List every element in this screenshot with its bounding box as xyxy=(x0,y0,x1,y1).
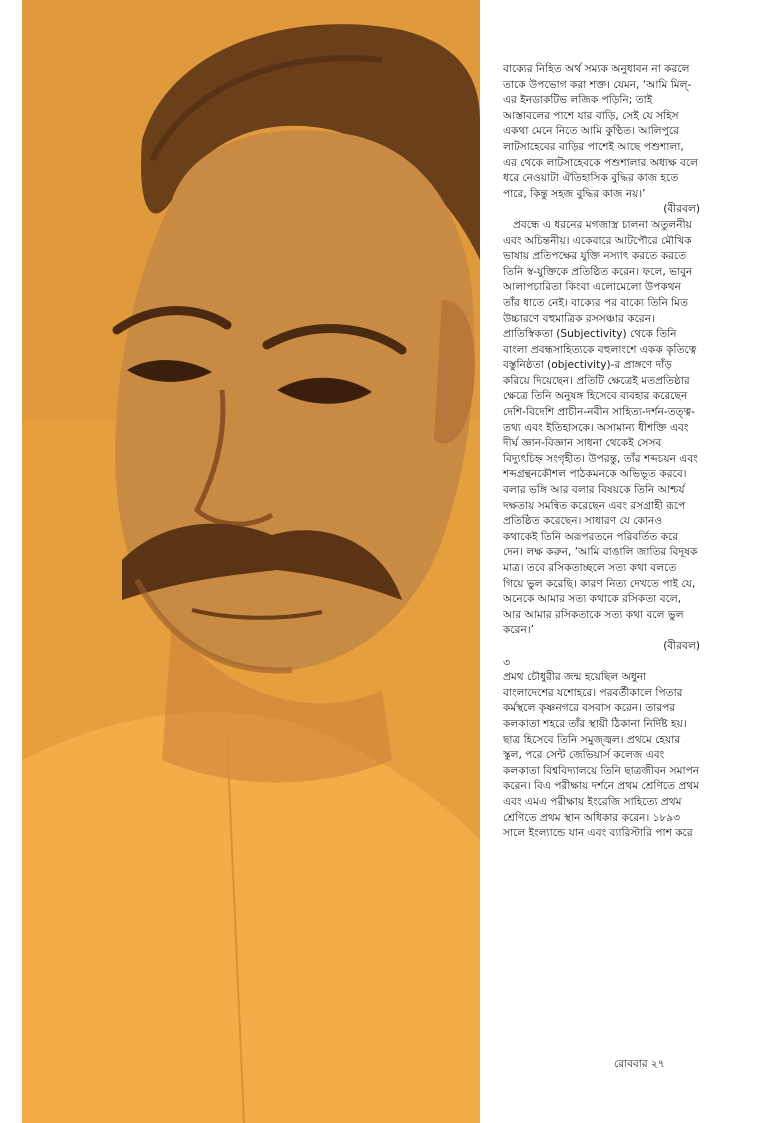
section-number: ৩ xyxy=(503,655,511,669)
portrait-photo xyxy=(22,0,480,1123)
citation: (বীরবল) xyxy=(663,203,700,216)
portrait-illustration xyxy=(22,0,480,1123)
article-paragraph: প্রমথ চৌধুরীর জন্ম হয়েছিল অধুনা বাংলাদেশের যশোহরে। পরবর্তীকালে পিতার কর্মস্থলে কৃষ্ণনগরে বসবাস করেন। তারপর কলকাতা শহরে তাঁর স্থায়ী ঠিকানা নির্দিষ্ট হয়। ছাত্র হিসেবে তিনি সমুজ্জ্বল। প্রথমে হেয়ার স্কুল, পরে সেন্ট জেভিয়ার্স কলেজ এবং কলকাতা বিশ্ববিদ্যালয়ে তিনি ছাত্রজীবন সমাপন করেন। বিএ পরীক্ষায় দর্শনে প্রথম শ্রেণিতে প্রথম এবং এমএ পরীক্ষায় ইংরেজি সাহিত্যে প্রথম শ্রেণিতে প্রথম স্থান অধিকার করেন। ১৮৯৩ সালে ইংল্যান্ডে যান এবং ব্যারিস্টারি পাশ করে xyxy=(503,671,700,840)
page-footer: রোববার ২৭ xyxy=(614,1058,665,1070)
article-paragraph: বাক্যের নিহিত অর্থ সম্যক অনুধাবন না করলে তাকে উপভোগ করা শক্ত। যেমন, ‘আমি মিল্‌-এর ইনডাকটিভ লজিক পড়িনি; তাই আস্তাবলের পাশে যার বাড়ি, সেই যে সহিস একথা মেনে নিতে আমি কুণ্ঠিত। আলিপুরে লাটসাহেবের বাড়ির পাশেই আছে পশুশালা, এর থেকে লাটসাহেবকে পশুশালার অধ্যক্ষ বলে ধরে নেওয়াটা ঐতিহাসিক বুদ্ধির কাজ হতে পারে, কিন্তু সহজ বুদ্ধির কাজ নয়।’ xyxy=(503,63,699,200)
article-text-column xyxy=(503,62,700,842)
citation: (বীরবল) xyxy=(663,639,700,652)
article-paragraph: প্রবন্ধে এ ধরনের মগজাস্ত্র চালনা অতুলনীয় এবং অচিন্তনীয়। একেবারে আটপৌরে মৌখিক ভাষায় প্রতিপক্ষের যুক্তি নস্যাৎ করতে করতে তিনি স্ব-যুক্তিকে প্রতিষ্ঠিত করেন। ফলে, ভাবুন আলাপচারিতা কিংবা এলোমেলো উপকথন তাঁর ধাতে নেই। বাক্যের পর বাক্যে তিনি মিত উচ্চারণে বহুমাত্রিক রসসঞ্চার করেন। প্রাতিস্বিকতা (Subjectivity) থেকে তিনি বাংলা প্রবন্ধসাহিত্যকে বহুলাংশে একক কৃতিত্বে বস্তুনিষ্ঠতা (objectivity)-র প্রাঙ্গণে দাঁড় করিয়ে দিয়েছেন। প্রতিটি ক্ষেত্রেই মতপ্রতিষ্ঠার ক্ষেত্রে তিনি অনুষঙ্গ হিসেবে ব্যবহার করেছেন দেশি-বিদেশি প্রাচীন-নবীন সাহিত্য-দর্শন-তত্ত্ব-তথ্য এবং ইতিহাসকে। অসামান্য ধীশক্তি এবং দীর্ঘ জ্ঞান-বিজ্ঞান সাধনা থেকেই সেসব বিদ্যুৎচিহ্ন সংগৃহীত। উপরন্তু, তাঁর শব্দচয়ন এবং শব্দগ্রন্থনকৌশল পাঠকমনকে অভিভূত করবে। বলার ভঙ্গি আর বলার বিষয়কে তিনি আশ্চর্য দক্ষতায় সমন্বিত করেছেন এবং রসগ্রাহী রূপে প্রতিষ্ঠিত করেছেন। সাধারণ যে কোনও কথাকেই তিনি অরূপরতনে পরিবর্তিত করে দেন। লক্ষ করুন, ‘আমি বাঙালি জাতির বিদূষক মাত্র। তবে রসিকতাচ্ছলে সত্য কথা বলতে গিয়ে ভুল করেছি। কারণ নিত্য দেখতে পাই যে, অনেকে আমার সত্য কথাকে রসিকতা বলে, আর আমার রসিকতাকে সত্য কথা বলে ভুল করেন।’ xyxy=(503,218,698,637)
